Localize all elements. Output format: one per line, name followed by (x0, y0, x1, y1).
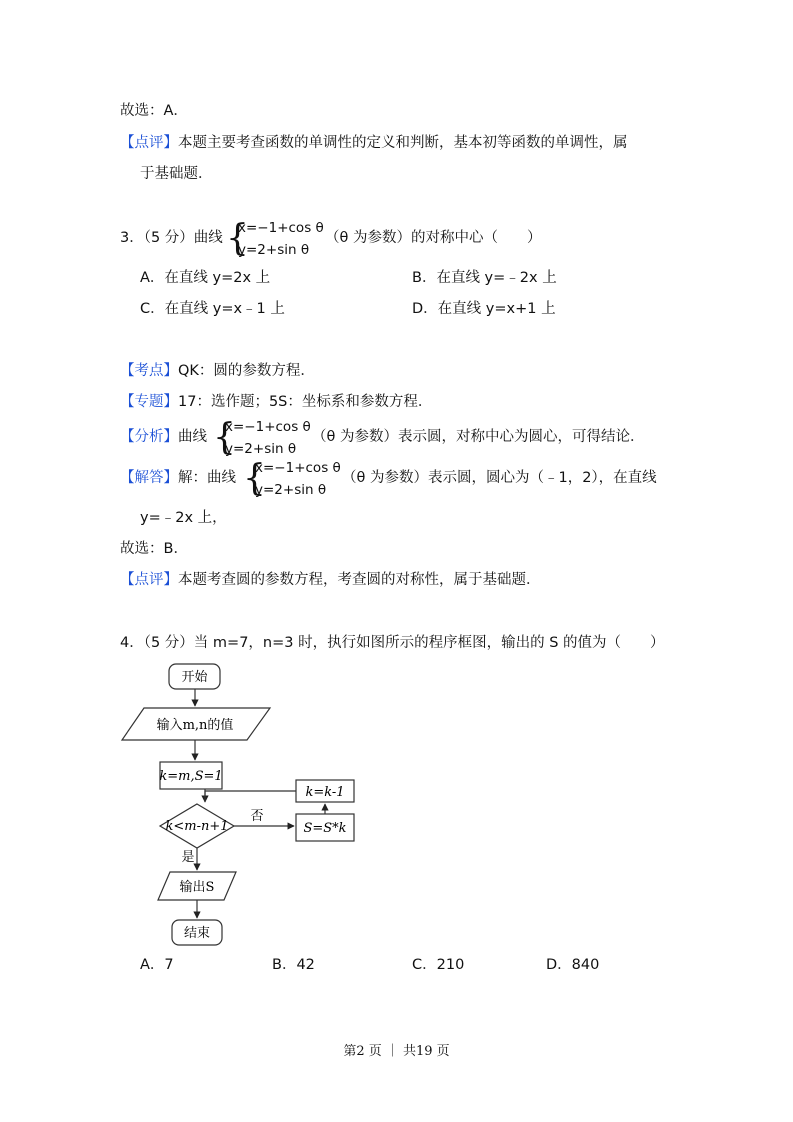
fc-decision-label: k<m-n+1 (165, 819, 229, 834)
eq-y: y=2+sin θ (225, 441, 297, 457)
zhuanti-text: 17：选作题；5S：坐标系和参数方程． (178, 394, 433, 410)
eq-x: x=−1+cos θ (238, 220, 324, 236)
eq-x: x=−1+cos θ (255, 460, 341, 476)
q4-option-a[interactable]: A．7 (140, 957, 174, 973)
fc-multiply-label: S=S*k (303, 821, 347, 836)
jieda-tag: 【解答】 (120, 470, 178, 486)
q3-stem-prefix: 3．（5 分）曲线 (120, 230, 223, 246)
q3-option-c[interactable]: C．在直线 y=x﹣1 上 (140, 301, 285, 317)
q4-stem: 4．（5 分）当 m=7，n=3 时，执行如图所示的程序框图，输出的 S 的值为（ ） (120, 635, 665, 651)
q3-option-b[interactable]: B．在直线 y=﹣2x 上 (412, 270, 557, 286)
zhuanti-tag: 【专题】 (120, 394, 178, 410)
fc-start-label: 开始 (181, 670, 208, 685)
fc-no-label: 否 (250, 809, 264, 824)
q4-flowchart (110, 656, 370, 952)
eq-y: y=2+sin θ (255, 482, 327, 498)
fenxi-pre: 曲线 (178, 429, 207, 445)
kaodian-text: QK：圆的参数方程． (178, 363, 315, 379)
q4-option-b[interactable]: B．42 (272, 957, 315, 973)
fc-yes-label: 是 (181, 850, 195, 865)
q3-comment (120, 570, 541, 590)
q3-fenxi-post: （θ 为参数）表示圆，对称中心为圆心，可得结论． (312, 429, 645, 445)
q2-comment-line1 (120, 133, 628, 153)
q3-option-d[interactable]: D．在直线 y=x+1 上 (412, 301, 556, 317)
fc-decrement-label: k=k-1 (305, 785, 345, 800)
brace-glyph: { (243, 458, 266, 499)
q3-kaodian (120, 361, 315, 381)
kaodian-tag: 【考点】 (120, 363, 178, 379)
q3-answer: 故选：B． (120, 541, 188, 557)
q4-option-d[interactable]: D．840 (546, 957, 600, 973)
brace-glyph: { (213, 417, 236, 458)
fc-output-label: 输出S (179, 880, 215, 895)
page-footer: 第2 页 ｜ 共19 页 (343, 1044, 450, 1059)
eq-y: y=2+sin θ (238, 242, 310, 258)
comment-text: 本题考查圆的参数方程，考查圆的对称性，属于基础题． (178, 572, 541, 588)
jieda-pre: 解：曲线 (178, 470, 236, 486)
comment-tag: 【点评】 (120, 135, 178, 151)
q3-fenxi (120, 427, 207, 447)
comment-text: 本题主要考查函数的单调性的定义和判断，基本初等函数的单调性，属 (178, 135, 628, 151)
fenxi-tag: 【分析】 (120, 429, 178, 445)
fc-end-label: 结束 (183, 926, 211, 941)
eq-x: x=−1+cos θ (225, 419, 311, 435)
fc-input-label: 输入m,n的值 (156, 718, 234, 733)
q3-jieda-line2: y=﹣2x 上， (140, 510, 227, 526)
brace-glyph: { (226, 218, 249, 259)
q3-jieda-post: （θ 为参数）表示圆，圆心为（﹣1，2），在直线 (342, 470, 657, 486)
q3-option-a[interactable]: A．在直线 y=2x 上 (140, 270, 271, 286)
fc-init-label: k=m,S=1 (159, 769, 223, 784)
q2-comment-line2: 于基础题． (140, 166, 213, 182)
comment-tag: 【点评】 (120, 572, 178, 588)
q2-answer: 故选：A． (120, 103, 188, 119)
q3-zhuanti (120, 392, 432, 412)
fc-loop-line (205, 791, 296, 801)
q4-option-c[interactable]: C．210 (412, 957, 465, 973)
q3-stem-suffix: （θ 为参数）的对称中心（ ） (325, 230, 542, 246)
q3-jieda (120, 468, 236, 488)
